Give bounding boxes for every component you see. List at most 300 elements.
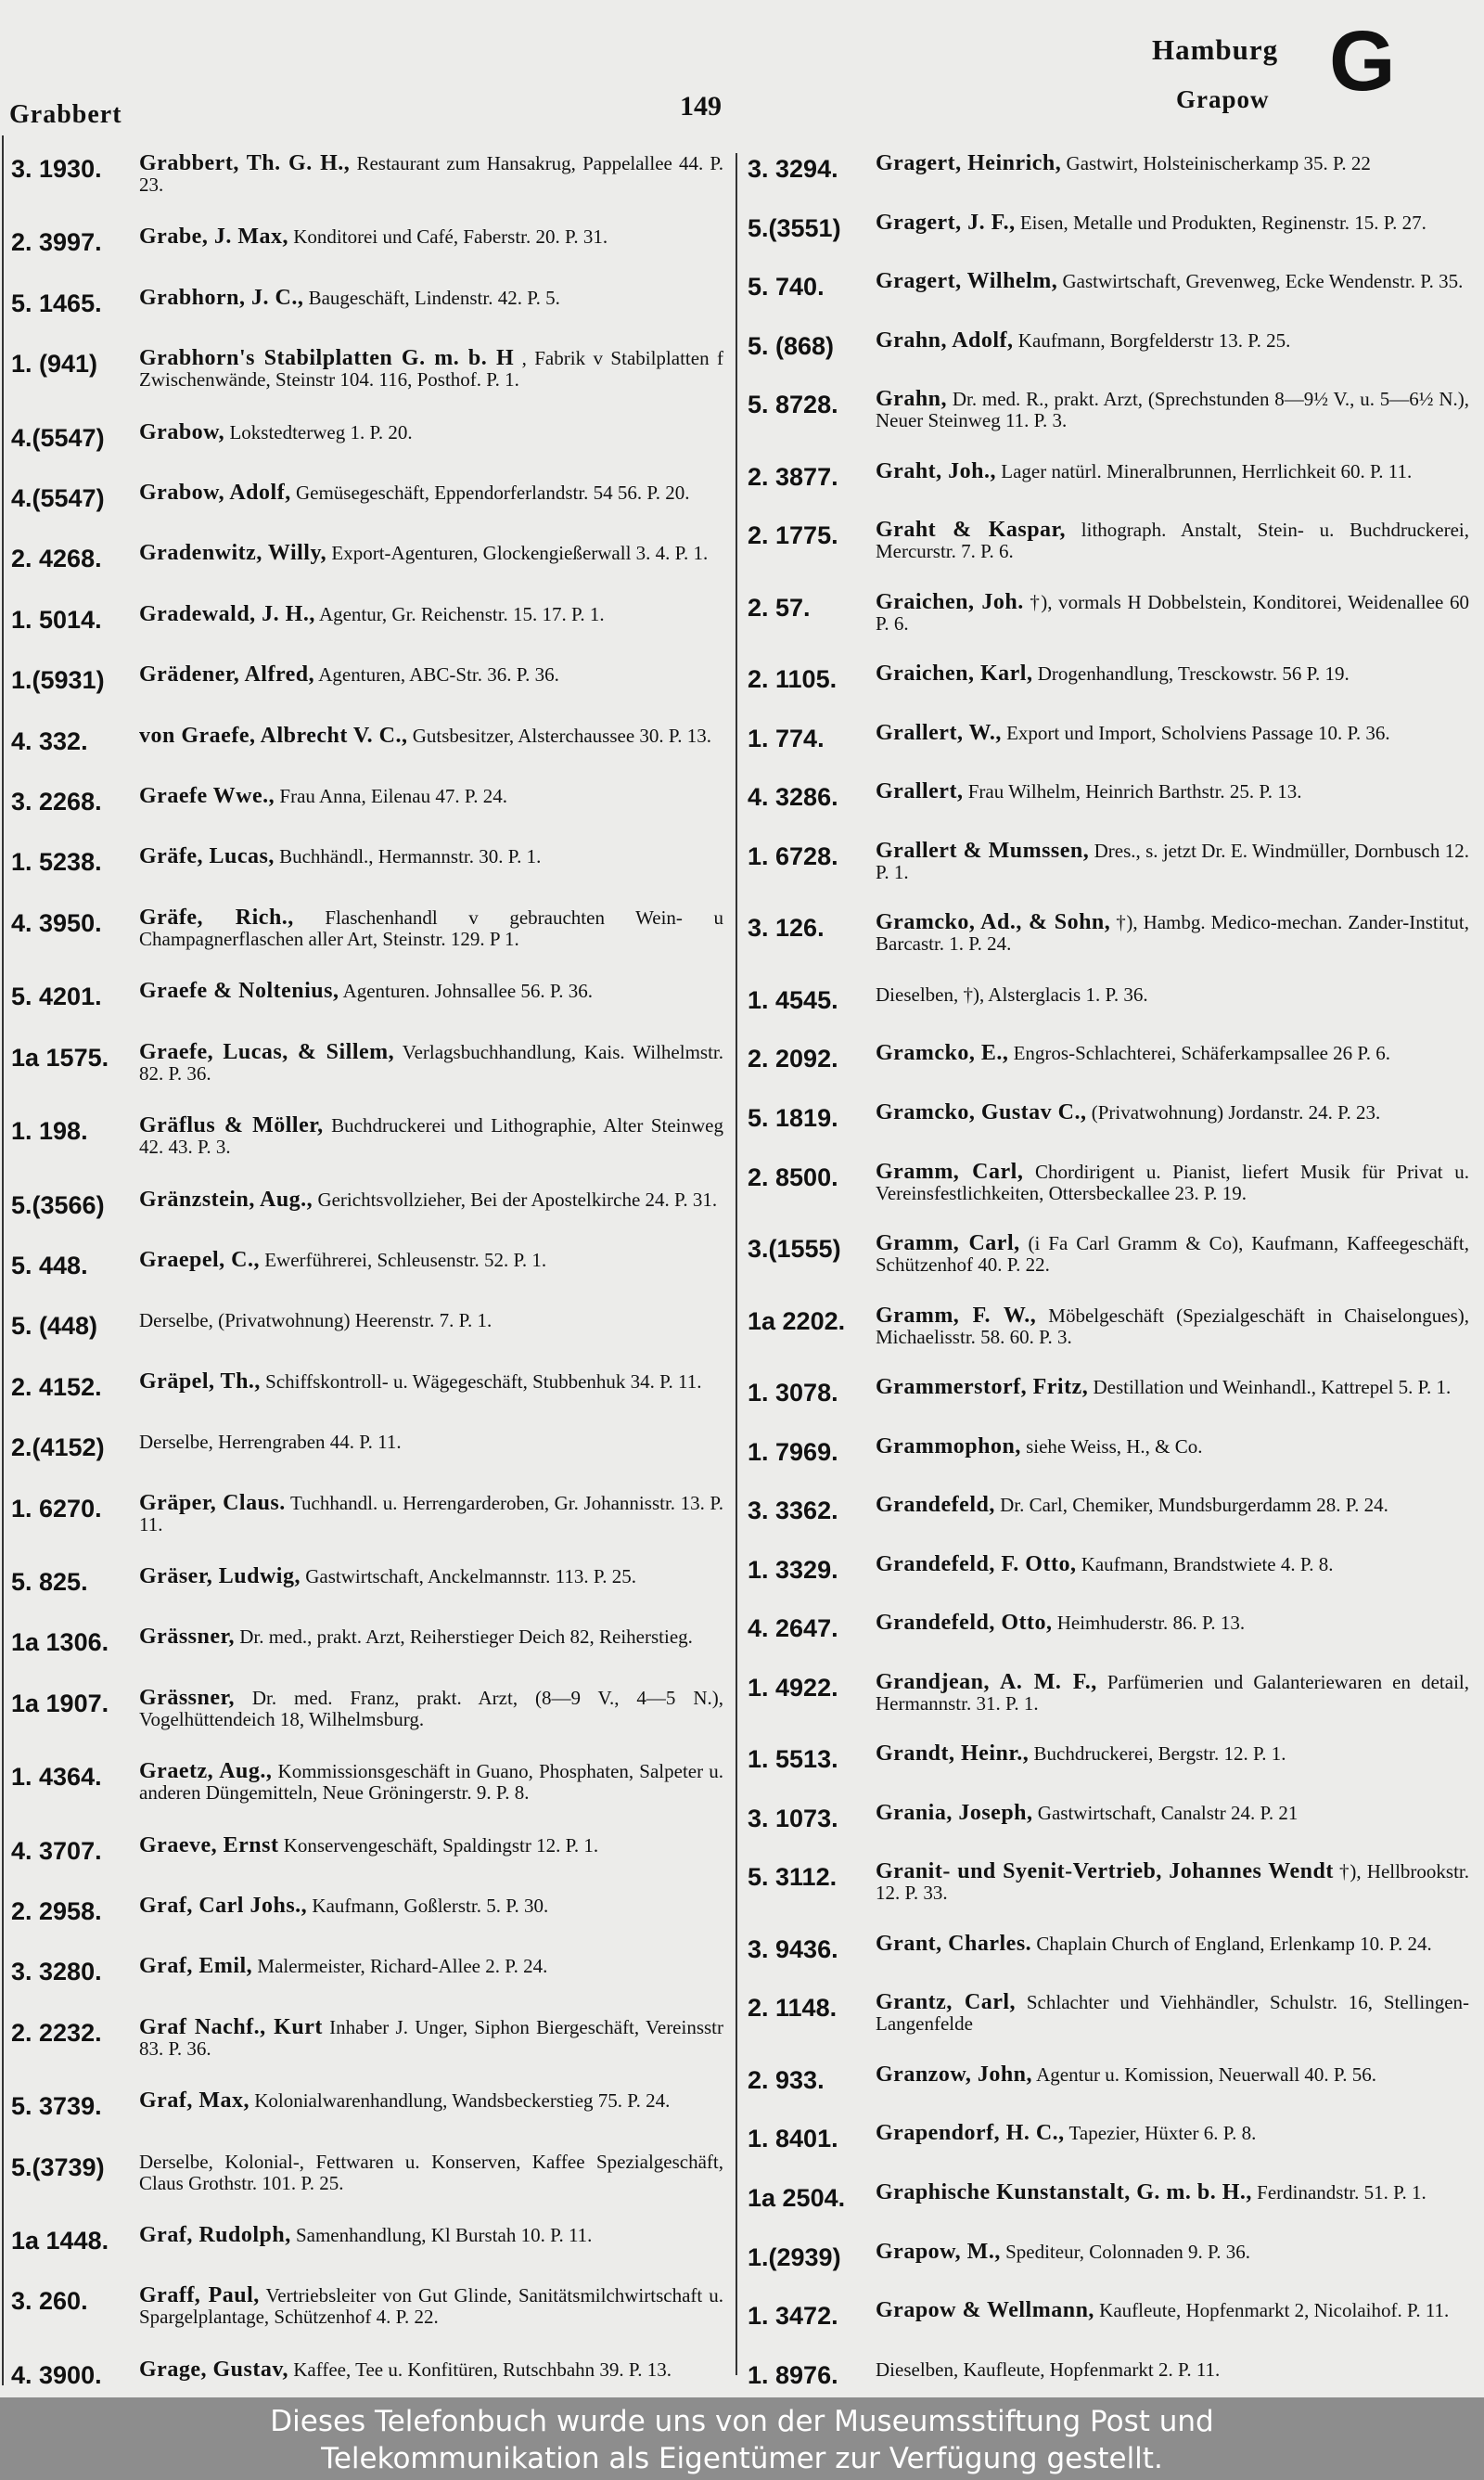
- entry-details: Derselbe, (Privatwohnung) Heerenstr. 7. P. 1.: [139, 1309, 493, 1332]
- entry-text: [876, 212, 1469, 234]
- phone-number: 2. 4268.: [11, 545, 102, 573]
- subscriber-name: Grandefeld, F. Otto,: [876, 1551, 1077, 1576]
- phone-number: 2. 933.: [748, 2065, 825, 2094]
- phone-number: 4. 3707.: [11, 1836, 102, 1865]
- subscriber-name: Grapendorf, H. C.,: [876, 2121, 1065, 2146]
- entry-details: Kaufmann, Goßlerstr. 5. P. 30.: [312, 1894, 549, 1917]
- entry-text: [876, 1377, 1469, 1398]
- subscriber-name: Gramcko, E.,: [876, 1041, 1009, 1066]
- subscriber-name: Grage, Gustav,: [139, 2357, 288, 2382]
- phone-number: 5. 740.: [748, 273, 825, 302]
- subscriber-name: Gradewald, J. H.,: [139, 601, 315, 626]
- entry-text: [139, 907, 723, 950]
- entry-details: Export und Import, Scholviens Passage 10. P. 36.: [1006, 721, 1390, 744]
- entry-details: Kolonialwarenhandlung, Wandsbeckerstieg 75. P. 24.: [254, 2089, 671, 2113]
- subscriber-name: Grammophon,: [876, 1433, 1021, 1458]
- entry-details: Kaufleute, Hopfenmarkt 2, Nicolaihof. P. 11.: [1099, 2299, 1450, 2322]
- directory-entry: [748, 520, 1469, 562]
- entry-text: [139, 1626, 723, 1648]
- phone-number: 1. 5014.: [11, 605, 102, 634]
- phone-number: 4. 2647.: [748, 1614, 838, 1643]
- directory-entry: [748, 663, 1469, 693]
- entry-text: [139, 226, 723, 248]
- subscriber-name: Graichen, Joh.: [876, 589, 1024, 614]
- phone-number: 1. 198.: [11, 1117, 88, 1146]
- subscriber-name: Grabow, Adolf,: [139, 481, 291, 506]
- entry-details: siehe Weiss, H., & Co.: [1026, 1434, 1203, 1458]
- phone-number: 4.(5547): [11, 484, 105, 513]
- phone-number: 1. 4364.: [11, 1763, 102, 1792]
- entry-text: [139, 2014, 724, 2060]
- entry-details: Gastwirt, Holsteinischerkamp 35. P. 22: [1066, 152, 1371, 174]
- subscriber-name: Gramm, Carl,: [876, 1159, 1024, 1184]
- directory-entry: [748, 1931, 1469, 1963]
- subscriber-name: Grantz, Carl,: [876, 1990, 1017, 2015]
- directory-entry: [748, 589, 1469, 635]
- running-head-right: Grapow: [1176, 85, 1270, 113]
- entry-details: Verlagsbuchhandlung, Kais. Wilhelmstr. 82. P. 36.: [139, 1040, 724, 1085]
- entry-text: [876, 1159, 1469, 1204]
- phone-number: 5. 3112.: [748, 1863, 838, 1892]
- subscriber-name: Gramcko, Ad., & Sohn,: [876, 910, 1111, 935]
- entry-details: Tapezier, Hüxter 6. P. 8.: [1068, 2122, 1257, 2145]
- subscriber-name: Gräser, Ludwig,: [139, 1563, 301, 1588]
- running-head-city: Hamburg: [1152, 33, 1279, 66]
- subscriber-name: Graff, Paul,: [139, 2283, 260, 2308]
- phone-number: 4. 3286.: [748, 783, 838, 812]
- directory-entry: [11, 2152, 723, 2194]
- directory-entry: [11, 153, 723, 196]
- entry-text: [139, 723, 723, 748]
- entry-details: Frau Anna, Eilenau 47. P. 24.: [279, 785, 507, 808]
- phone-number: 3. 3362.: [748, 1497, 838, 1525]
- entry-text: [876, 1305, 1469, 1348]
- phone-number: 2. 3877.: [748, 462, 838, 491]
- entry-details: Agenturen, ABC-Str. 36. P. 36.: [318, 663, 559, 687]
- subscriber-name: Gräper, Claus.: [139, 1490, 286, 1515]
- entry-text: [876, 1800, 1469, 1825]
- directory-entry: [11, 981, 723, 1010]
- phone-number: 2. 57.: [748, 593, 811, 622]
- entry-details: †), Hambg. Medico-mechan. Zander-Institut, Barcastr. 1. P. 24.: [876, 911, 1469, 956]
- entry-details: Kommissionsgeschäft in Guano, Phosphaten, Salpeter u. anderen Düngemitteln, Neue Gröningerstr. 9. P. 8.: [139, 1760, 724, 1805]
- entry-text: [876, 1931, 1469, 1956]
- entry-details: Kaufmann, Brandstwiete 4. P. 8.: [1081, 1552, 1334, 1575]
- entry-details: Eisen, Metalle und Produkten, Reginenstr. 15. P. 27.: [1019, 211, 1426, 234]
- subscriber-name: Gradenwitz, Willy,: [139, 541, 327, 566]
- directory-entry: [11, 664, 723, 694]
- entry-details: Dieselben, †), Alsterglacis 1. P. 36.: [876, 983, 1148, 1006]
- entry-details: Derselbe, Kolonial-, Fettwaren u. Konserven, Kaffee Spezialgeschäft, Claus Grothstr. 101. P. 25.: [139, 2150, 723, 2194]
- entry-details: Ferdinandstr. 51. P. 1.: [1257, 2181, 1426, 2204]
- directory-entry: [748, 781, 1469, 811]
- entry-details: Dr. med. Franz, prakt. Arzt, (8—9 V., 4—5 N.), Vogelhüttendeich 18, Wilhelmsburg.: [139, 1686, 723, 1730]
- phone-number: 3. 3294.: [748, 155, 838, 183]
- directory-entry: [748, 1992, 1469, 2035]
- subscriber-name: Grässner,: [139, 1685, 235, 1710]
- entry-text: [876, 2064, 1469, 2086]
- entry-text: [139, 1895, 723, 1917]
- directory-entry: [11, 1115, 723, 1158]
- phone-number: 3. 3280.: [11, 1958, 102, 1986]
- entry-text: [139, 1368, 723, 1394]
- subscriber-name: Gräflus & Möller,: [139, 1113, 324, 1138]
- entry-details: Dieselben, Kaufleute, Hopfenmarkt 2. P. 11.: [876, 2358, 1221, 2381]
- entry-details: Spediteur, Colonnaden 9. P. 36.: [1005, 2240, 1251, 2263]
- entry-text: [139, 1039, 724, 1085]
- entry-details: Ewerführerei, Schleusenstr. 52. P. 1.: [264, 1248, 547, 1271]
- phone-number: 1a 2504.: [748, 2184, 846, 2212]
- directory-entry: [748, 1043, 1469, 1073]
- phone-number: 1. 8976.: [748, 2360, 838, 2389]
- phone-number: 1. 774.: [748, 724, 825, 752]
- entry-details: Gastwirtschaft, Anckelmannstr. 113. P. 25.: [305, 1564, 636, 1587]
- phone-number: 1a 1575.: [11, 1043, 109, 1072]
- subscriber-name: Grant, Charles.: [876, 1931, 1032, 1956]
- entry-text: [139, 1310, 723, 1331]
- entry-details: Gemüsegeschäft, Eppendorferlandstr. 54 56. P. 20.: [295, 482, 690, 505]
- entry-details: Baugeschäft, Lindenstr. 42. P. 5.: [308, 286, 560, 309]
- phone-number: 1. 3078.: [748, 1379, 838, 1407]
- entry-details: Agentur u. Komission, Neuerwall 40. P. 56.: [1036, 2062, 1377, 2086]
- subscriber-name: Grahn, Adolf,: [876, 328, 1014, 353]
- phone-number: 4. 3900.: [11, 2360, 102, 2389]
- directory-entry: [11, 1368, 723, 1401]
- entry-text: [876, 838, 1469, 883]
- directory-entry: [11, 1490, 723, 1536]
- directory-entry: [11, 1685, 723, 1730]
- entry-text: [876, 330, 1469, 352]
- phone-number: 5. 825.: [11, 1567, 88, 1596]
- subscriber-name: Gragert, Wilhelm,: [876, 269, 1058, 294]
- entry-text: [139, 1956, 723, 1977]
- entry-text: [876, 1433, 1469, 1458]
- entry-text: [876, 720, 1469, 745]
- entry-text: [876, 2123, 1469, 2144]
- directory-entry: [748, 1495, 1469, 1524]
- phone-number: 3. 1073.: [748, 1804, 838, 1832]
- phone-number: 1. 8401.: [748, 2125, 838, 2153]
- phone-number: 1. 6728.: [748, 842, 838, 870]
- entry-details: Drogenhandlung, Tresckowstr. 56 P. 19.: [1037, 662, 1350, 686]
- subscriber-name: Graht, Joh.,: [876, 458, 997, 483]
- entry-text: [876, 2239, 1469, 2264]
- directory-entry: [748, 1669, 1469, 1715]
- subscriber-name: Grallert, W.,: [876, 720, 1002, 745]
- entry-text: [876, 153, 1469, 174]
- entry-details: Frau Wilhelm, Heinrich Barthstr. 25. P. 13.: [967, 780, 1302, 803]
- phone-number: 1. 4922.: [748, 1673, 838, 1702]
- subscriber-name: Grädener, Alfred,: [139, 662, 315, 687]
- subscriber-name: Gräfe, Rich.,: [139, 905, 294, 930]
- entry-text: [139, 981, 723, 1002]
- directory-entry: [748, 330, 1469, 360]
- entry-text: [876, 458, 1469, 483]
- phone-number: 2. 2092.: [748, 1045, 838, 1073]
- phone-number: 2. 2958.: [11, 1896, 102, 1925]
- entry-text: [876, 663, 1469, 685]
- entry-text: [139, 2225, 723, 2246]
- entry-text: [876, 1043, 1469, 1064]
- phone-number: 5. 3739.: [11, 2092, 102, 2121]
- entry-details: Destillation und Weinhandl., Kattrepel 5. P. 1.: [1093, 1376, 1452, 1399]
- directory-entry: [748, 838, 1469, 883]
- subscriber-name: Graf, Carl Johs.,: [139, 1893, 308, 1918]
- left-column: [11, 153, 723, 2389]
- directory-entry: [11, 1956, 723, 1985]
- entry-details: Heimhuderstr. 86. P. 13.: [1056, 1612, 1246, 1635]
- directory-entry: [748, 984, 1469, 1014]
- subscriber-name: Graeve, Ernst: [139, 1832, 279, 1857]
- entry-details: Engros-Schlachterei, Schäferkampsallee 26 P. 6.: [1013, 1042, 1391, 1065]
- entry-details: Tuchhandl. u. Herrengarderoben, Gr. Johannisstr. 13. P. 11.: [139, 1491, 723, 1536]
- phone-number: 5. (868): [748, 331, 835, 360]
- entry-text: [876, 1099, 1469, 1124]
- phone-number: 5.(3551): [748, 213, 841, 242]
- entry-details: Vertriebsleiter von Gut Glinde, Sanitätsmilchwirtschaft u. Spargelplantage, Schützenhof 4. P. 22.: [139, 2284, 724, 2329]
- entry-text: [139, 1189, 723, 1211]
- directory-entry: [11, 1189, 723, 1219]
- entry-text: [139, 419, 723, 444]
- entry-details: Kaufmann, Borgfelderstr 13. P. 25.: [1017, 328, 1291, 352]
- entry-text: [876, 389, 1469, 431]
- phone-number: 1. 4545.: [748, 985, 838, 1014]
- entry-text: [139, 1685, 723, 1730]
- entry-text: [139, 1761, 723, 1804]
- directory-entry: [11, 1563, 723, 1596]
- phone-number: 2. 1105.: [748, 665, 838, 694]
- entry-details: Dres., s. jetzt Dr. E. Windmüller, Dornbusch 12. P. 1.: [876, 839, 1469, 883]
- entry-details: Dr. med. R., prakt. Arzt, (Sprechstunden 8—9½ V., u. 5—6½ N.), Neuer Steinweg 11. P. 3.: [876, 388, 1469, 432]
- entry-text: [876, 271, 1469, 292]
- phone-number: 1. 5238.: [11, 848, 102, 877]
- column-divider: [736, 153, 737, 2375]
- phone-number: 4. 332.: [11, 726, 88, 755]
- entry-text: [139, 1247, 723, 1272]
- entry-details: Dr. med., prakt. Arzt, Reiherstieger Deich 82, Reiherstieg.: [239, 1625, 693, 1649]
- entry-text: [876, 1613, 1469, 1634]
- entry-text: [139, 2285, 723, 2328]
- phone-number: 2. 3997.: [11, 228, 102, 257]
- subscriber-name: Grandefeld,: [876, 1493, 995, 1518]
- subscriber-name: Graf, Max,: [139, 2088, 249, 2114]
- phone-number: 2. 2232.: [11, 2018, 102, 2047]
- entry-details: Derselbe, Herrengraben 44. P. 11.: [139, 1431, 402, 1454]
- footer-line-1: Dieses Telefonbuch wurde uns von der Museumsstiftung Post und: [270, 2405, 1214, 2438]
- entry-text: [876, 984, 1469, 1006]
- subscriber-name: Grapow, M.,: [876, 2239, 1001, 2264]
- directory-entry: [11, 226, 723, 256]
- entry-text: [876, 1551, 1469, 1576]
- directory-entry: [748, 212, 1469, 242]
- entry-text: [876, 2182, 1469, 2204]
- directory-entry: [748, 1099, 1469, 1132]
- subscriber-name: Graefe, Lucas, & Sillem,: [139, 1039, 395, 1064]
- subscriber-name: Gramm, Carl,: [876, 1231, 1020, 1256]
- subscriber-name: Grammerstorf, Fritz,: [876, 1375, 1089, 1400]
- phone-number: 5. 1465.: [11, 289, 102, 317]
- phone-number: 1a 2202.: [748, 1306, 846, 1335]
- entry-details: Schiffskontroll- u. Wägegeschäft, Stubbenhuk 34. P. 11.: [265, 1369, 702, 1393]
- entry-details: Malermeister, Richard-Allee 2. P. 24.: [257, 1955, 548, 1978]
- subscriber-name: Grallert,: [876, 779, 964, 804]
- subscriber-name: Grapow & Wellmann,: [876, 2298, 1094, 2323]
- entry-details: (Privatwohnung) Jordanstr. 24. P. 23.: [1091, 1100, 1381, 1124]
- directory-entry: [748, 1377, 1469, 1407]
- phone-number: 5.(3566): [11, 1190, 105, 1219]
- directory-entry: [748, 720, 1469, 752]
- subscriber-name: Gragert, Heinrich,: [876, 151, 1062, 175]
- directory-entry: [11, 2285, 723, 2328]
- entry-details: Gerichtsvollzieher, Bei der Apostelkirche 24. P. 31.: [317, 1188, 718, 1211]
- entry-details: Export-Agenturen, Glockengießerwall 3. 4. P. 1.: [331, 542, 709, 565]
- page-number: 149: [680, 91, 722, 122]
- entry-details: Flaschenhandl v gebrauchten Wein- u Champagnerflaschen aller Art, Steinstr. 129. P 1.: [139, 906, 723, 950]
- subscriber-name: Grabe, J. Max,: [139, 225, 288, 250]
- phone-number: 1.(5931): [11, 666, 105, 695]
- directory-entry: [11, 1432, 723, 1461]
- entry-text: [139, 601, 723, 626]
- entry-text: [876, 781, 1469, 803]
- entry-text: [876, 2359, 1469, 2381]
- subscriber-name: Graichen, Karl,: [876, 662, 1033, 687]
- entry-text: [139, 2090, 723, 2112]
- directory-entry: [11, 601, 723, 634]
- entry-text: [139, 348, 723, 391]
- phone-number: 1. 7969.: [748, 1437, 838, 1466]
- phone-number: 1a 1907.: [11, 1689, 109, 1717]
- entry-text: [876, 589, 1469, 635]
- phone-number: 1a 1306.: [11, 1628, 109, 1657]
- left-margin-rule: [2, 135, 4, 2385]
- entry-details: Konservengeschäft, Spaldingstr 12. P. 1.: [283, 1833, 599, 1857]
- phone-number: 5. 1819.: [748, 1103, 838, 1132]
- entry-text: [876, 1861, 1469, 1904]
- subscriber-name: Gränzstein, Aug.,: [139, 1187, 313, 1212]
- entry-details: Lager natürl. Mineralbrunnen, Herrlichkeit 60. P. 11.: [1001, 459, 1413, 482]
- entry-text: [139, 1432, 723, 1453]
- entry-details: lithograph. Anstalt, Stein- u. Buchdruckerei, Mercurstr. 7. P. 6.: [876, 519, 1469, 563]
- entry-details: Buchhändl., Hermannstr. 30. P. 1.: [279, 845, 542, 868]
- directory-entry: [748, 1159, 1469, 1204]
- directory-entry: [748, 2239, 1469, 2271]
- subscriber-name: Graefe Wwe.,: [139, 784, 275, 809]
- entry-text: [139, 543, 723, 564]
- directory-entry: [748, 1433, 1469, 1466]
- subscriber-name: Gräfe, Lucas,: [139, 844, 275, 869]
- subscriber-name: von Graefe, Albrecht V. C.,: [139, 723, 408, 748]
- right-column: [748, 153, 1469, 2389]
- subscriber-name: Grabow,: [139, 419, 225, 444]
- subscriber-name: Granit- und Syenit-Vertrieb, Johannes Wendt: [876, 1859, 1334, 1884]
- entry-details: , Fabrik v Stabilplatten f Zwischenwände, Steinstr 104. 116, Posthof. P. 1.: [139, 347, 723, 392]
- entry-details: Chaplain Church of England, Erlenkamp 10. P. 24.: [1036, 1932, 1432, 1955]
- directory-entry: [11, 543, 723, 572]
- entry-details: Inhaber J. Unger, Siphon Biergeschäft, Vereinsstr 83. P. 36.: [139, 2015, 724, 2060]
- phone-number: 3. 9436.: [748, 1934, 838, 1963]
- footer-notice: [0, 2397, 1484, 2480]
- directory-entry: [748, 1613, 1469, 1642]
- subscriber-name: Gramm, F. W.,: [876, 1303, 1037, 1328]
- phone-number: 1. 3472.: [748, 2302, 838, 2331]
- phone-number: 3. 2268.: [11, 788, 102, 816]
- entry-details: (i Fa Carl Gramm & Co), Kaufmann, Kaffeegeschäft, Schützenhof 40. P. 22.: [876, 1232, 1469, 1277]
- entry-text: [876, 1495, 1469, 1516]
- subscriber-name: Graf, Emil,: [139, 1954, 253, 1979]
- subscriber-name: Grässner,: [139, 1625, 235, 1650]
- phone-number: 5. 448.: [11, 1251, 88, 1279]
- directory-entry: [11, 2014, 724, 2060]
- entry-text: [876, 1743, 1469, 1765]
- phone-number: 4. 3950.: [11, 908, 102, 937]
- directory-entry: [11, 786, 723, 816]
- subscriber-name: Graefe & Noltenius,: [139, 979, 339, 1004]
- directory-entry: [748, 1305, 1469, 1348]
- phone-number: 1. (941): [11, 350, 98, 379]
- directory-entry: [11, 1626, 723, 1656]
- directory-entry: [11, 1832, 723, 1865]
- directory-entry: [748, 458, 1469, 491]
- entry-text: [139, 285, 723, 310]
- entry-text: [876, 2300, 1469, 2321]
- phone-number: 5. 8728.: [748, 391, 838, 419]
- entry-details: Agentur, Gr. Reichenstr. 15. 17. P. 1.: [318, 602, 605, 625]
- phone-number: 1. 5513.: [748, 1745, 838, 1774]
- phone-number: 1. 6270.: [11, 1494, 102, 1523]
- phone-number: 1a 1448.: [11, 2227, 109, 2255]
- entry-details: Schlachter und Viehhändler, Schulstr. 16, Stellingen-Langenfelde: [876, 1991, 1470, 2036]
- phone-number: 1. 3329.: [748, 1555, 838, 1584]
- phone-number: 2. 8500.: [748, 1163, 838, 1191]
- entry-details: Gutsbesitzer, Alsterchaussee 30. P. 13.: [412, 724, 712, 747]
- entry-text: [139, 1832, 723, 1857]
- subscriber-name: Gramcko, Gustav C.,: [876, 1099, 1087, 1124]
- directory-entry: [11, 846, 723, 876]
- directory-entry: [11, 1039, 724, 1085]
- subscriber-name: Grabbert, Th. G. H.,: [139, 151, 351, 175]
- entry-details: Chordirigent u. Pianist, liefert Musik für Privat u. Vereinsfestlichkeiten, Ottersbeckallee 23. P. 19.: [876, 1160, 1469, 1204]
- entry-details: †), vormals H Dobbelstein, Konditorei, Weidenallee 60 P. 6.: [876, 590, 1469, 635]
- directory-entry: [11, 2225, 723, 2255]
- subscriber-name: Graphische Kunstanstalt, G. m. b. H.,: [876, 2180, 1252, 2204]
- entry-text: [139, 482, 723, 504]
- subscriber-name: Grandt, Heinr.,: [876, 1741, 1030, 1767]
- phone-number: 5.(3739): [11, 2152, 105, 2181]
- section-letter: G: [1329, 14, 1396, 109]
- entry-details: Lokstedterweg 1. P. 20.: [229, 420, 413, 443]
- phone-number: 5. (448): [11, 1312, 98, 1341]
- entry-text: [876, 520, 1469, 562]
- entry-text: [876, 912, 1469, 955]
- directory-entry: [11, 1895, 723, 1925]
- subscriber-name: Grabhorn's Stabilplatten G. m. b. H: [139, 346, 515, 371]
- entry-details: Gastwirtschaft, Grevenweg, Ecke Wendenstr. P. 35.: [1062, 270, 1464, 293]
- subscriber-name: Grandefeld, Otto,: [876, 1611, 1053, 1636]
- subscriber-name: Graf, Rudolph,: [139, 2223, 291, 2247]
- entry-details: Agenturen. Johnsallee 56. P. 36.: [342, 980, 594, 1003]
- directory-entry: [748, 389, 1469, 431]
- subscriber-name: Gragert, J. F.,: [876, 210, 1016, 235]
- entry-text: [139, 846, 723, 867]
- directory-entry: [748, 1551, 1469, 1584]
- directory-entry: [11, 723, 723, 755]
- directory-entry: [748, 153, 1469, 183]
- phone-number: 3. 1930.: [11, 155, 102, 183]
- directory-entry: [11, 2090, 723, 2120]
- subscriber-name: Graepel, C.,: [139, 1247, 260, 1272]
- entry-text: [139, 786, 723, 807]
- directory-entry: [748, 1800, 1469, 1832]
